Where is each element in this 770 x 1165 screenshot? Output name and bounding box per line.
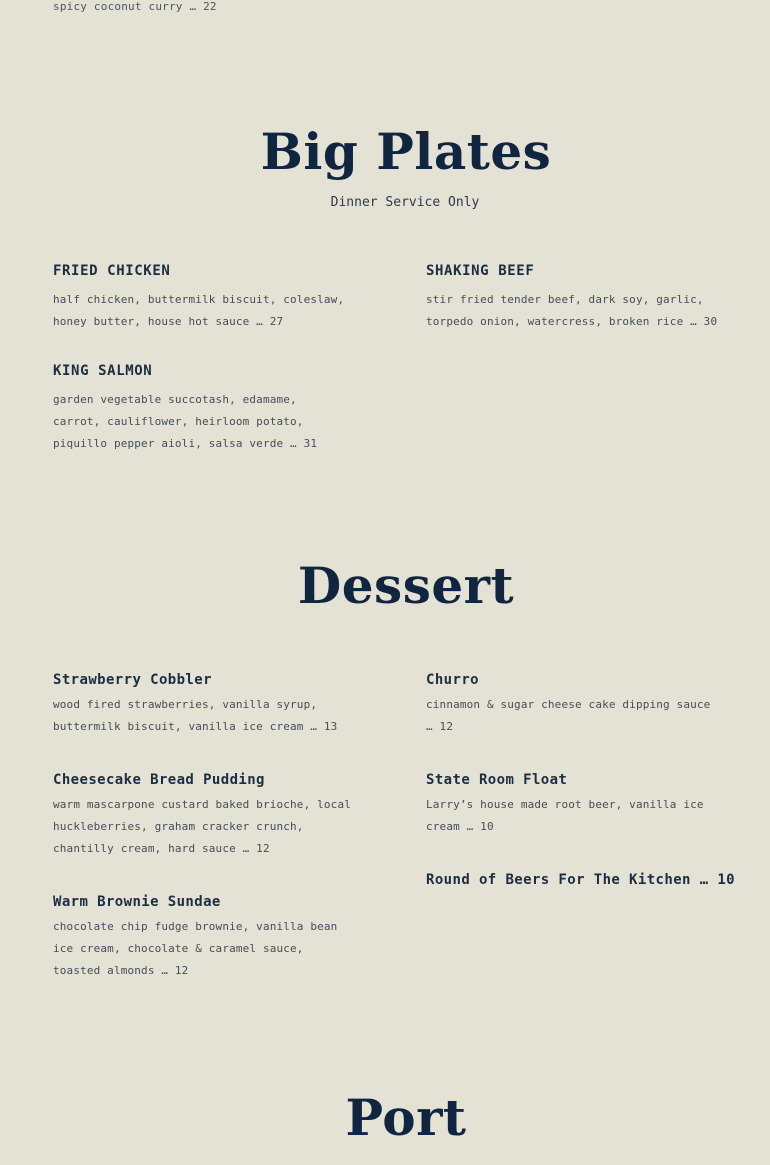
menu-item-name: Warm Brownie Sundae xyxy=(53,894,221,910)
menu-item-king-salmon xyxy=(53,362,393,455)
menu-item-name: KING SALMON xyxy=(53,363,153,379)
menu-item-churro xyxy=(426,671,726,738)
menu-item-description: Larry’s house made root beer, vanilla ice cream … 10 xyxy=(426,798,704,833)
menu-item-strawberry-cobbler xyxy=(53,671,393,738)
menu-item-description: wood fired strawberries, vanilla syrup, buttermilk biscuit, vanilla ice cream … 13 xyxy=(53,698,338,733)
section-subtitle-dinner-service: Dinner Service Only xyxy=(330,195,480,210)
menu-item-round-of-beers xyxy=(426,871,756,889)
section-title-big-plates: Big Plates xyxy=(260,122,552,181)
menu-item-name: Strawberry Cobbler xyxy=(53,672,212,688)
menu-item-description: garden vegetable succotash, edamame, carrot, cauliflower, heirloom potato, piquillo pepper aioli, salsa verde … 31 xyxy=(53,393,318,450)
menu-item-description: warm mascarpone custard baked brioche, local huckleberries, graham cracker crunch, chantilly cream, hard sauce … 12 xyxy=(53,798,351,855)
menu-item-name: State Room Float xyxy=(426,772,568,788)
section-title-dessert: Dessert xyxy=(297,556,515,615)
menu-item-name: Round of Beers For The Kitchen … 10 xyxy=(426,872,736,888)
menu-item-cheesecake-bread-pudding xyxy=(53,771,393,860)
menu-item-name: SHAKING BEEF xyxy=(426,263,535,279)
menu-item-warm-brownie-sundae xyxy=(53,893,393,982)
section-title-port: Port xyxy=(345,1088,467,1147)
menu-item-description: half chicken, buttermilk biscuit, coleslaw, honey butter, house hot sauce … 27 xyxy=(53,293,345,328)
menu-item-name: FRIED CHICKEN xyxy=(53,263,171,279)
menu-item-name: Cheesecake Bread Pudding xyxy=(53,772,265,788)
menu-item-state-room-float xyxy=(426,771,726,838)
menu-item-fried-chicken xyxy=(53,262,393,333)
menu-item-description: stir fried tender beef, dark soy, garlic, torpedo onion, watercress, broken rice … 30 xyxy=(426,293,718,328)
menu-item-shaking-beef xyxy=(426,262,746,333)
menu-item-description: cinnamon & sugar cheese cake dipping sauce … 12 xyxy=(426,698,711,733)
previous-menu-item-line: spicy coconut curry … 22 xyxy=(53,0,217,13)
menu-item-name: Churro xyxy=(426,672,479,688)
menu-item-description: chocolate chip fudge brownie, vanilla bean ice cream, chocolate & caramel sauce, toasted almonds … 12 xyxy=(53,920,338,977)
